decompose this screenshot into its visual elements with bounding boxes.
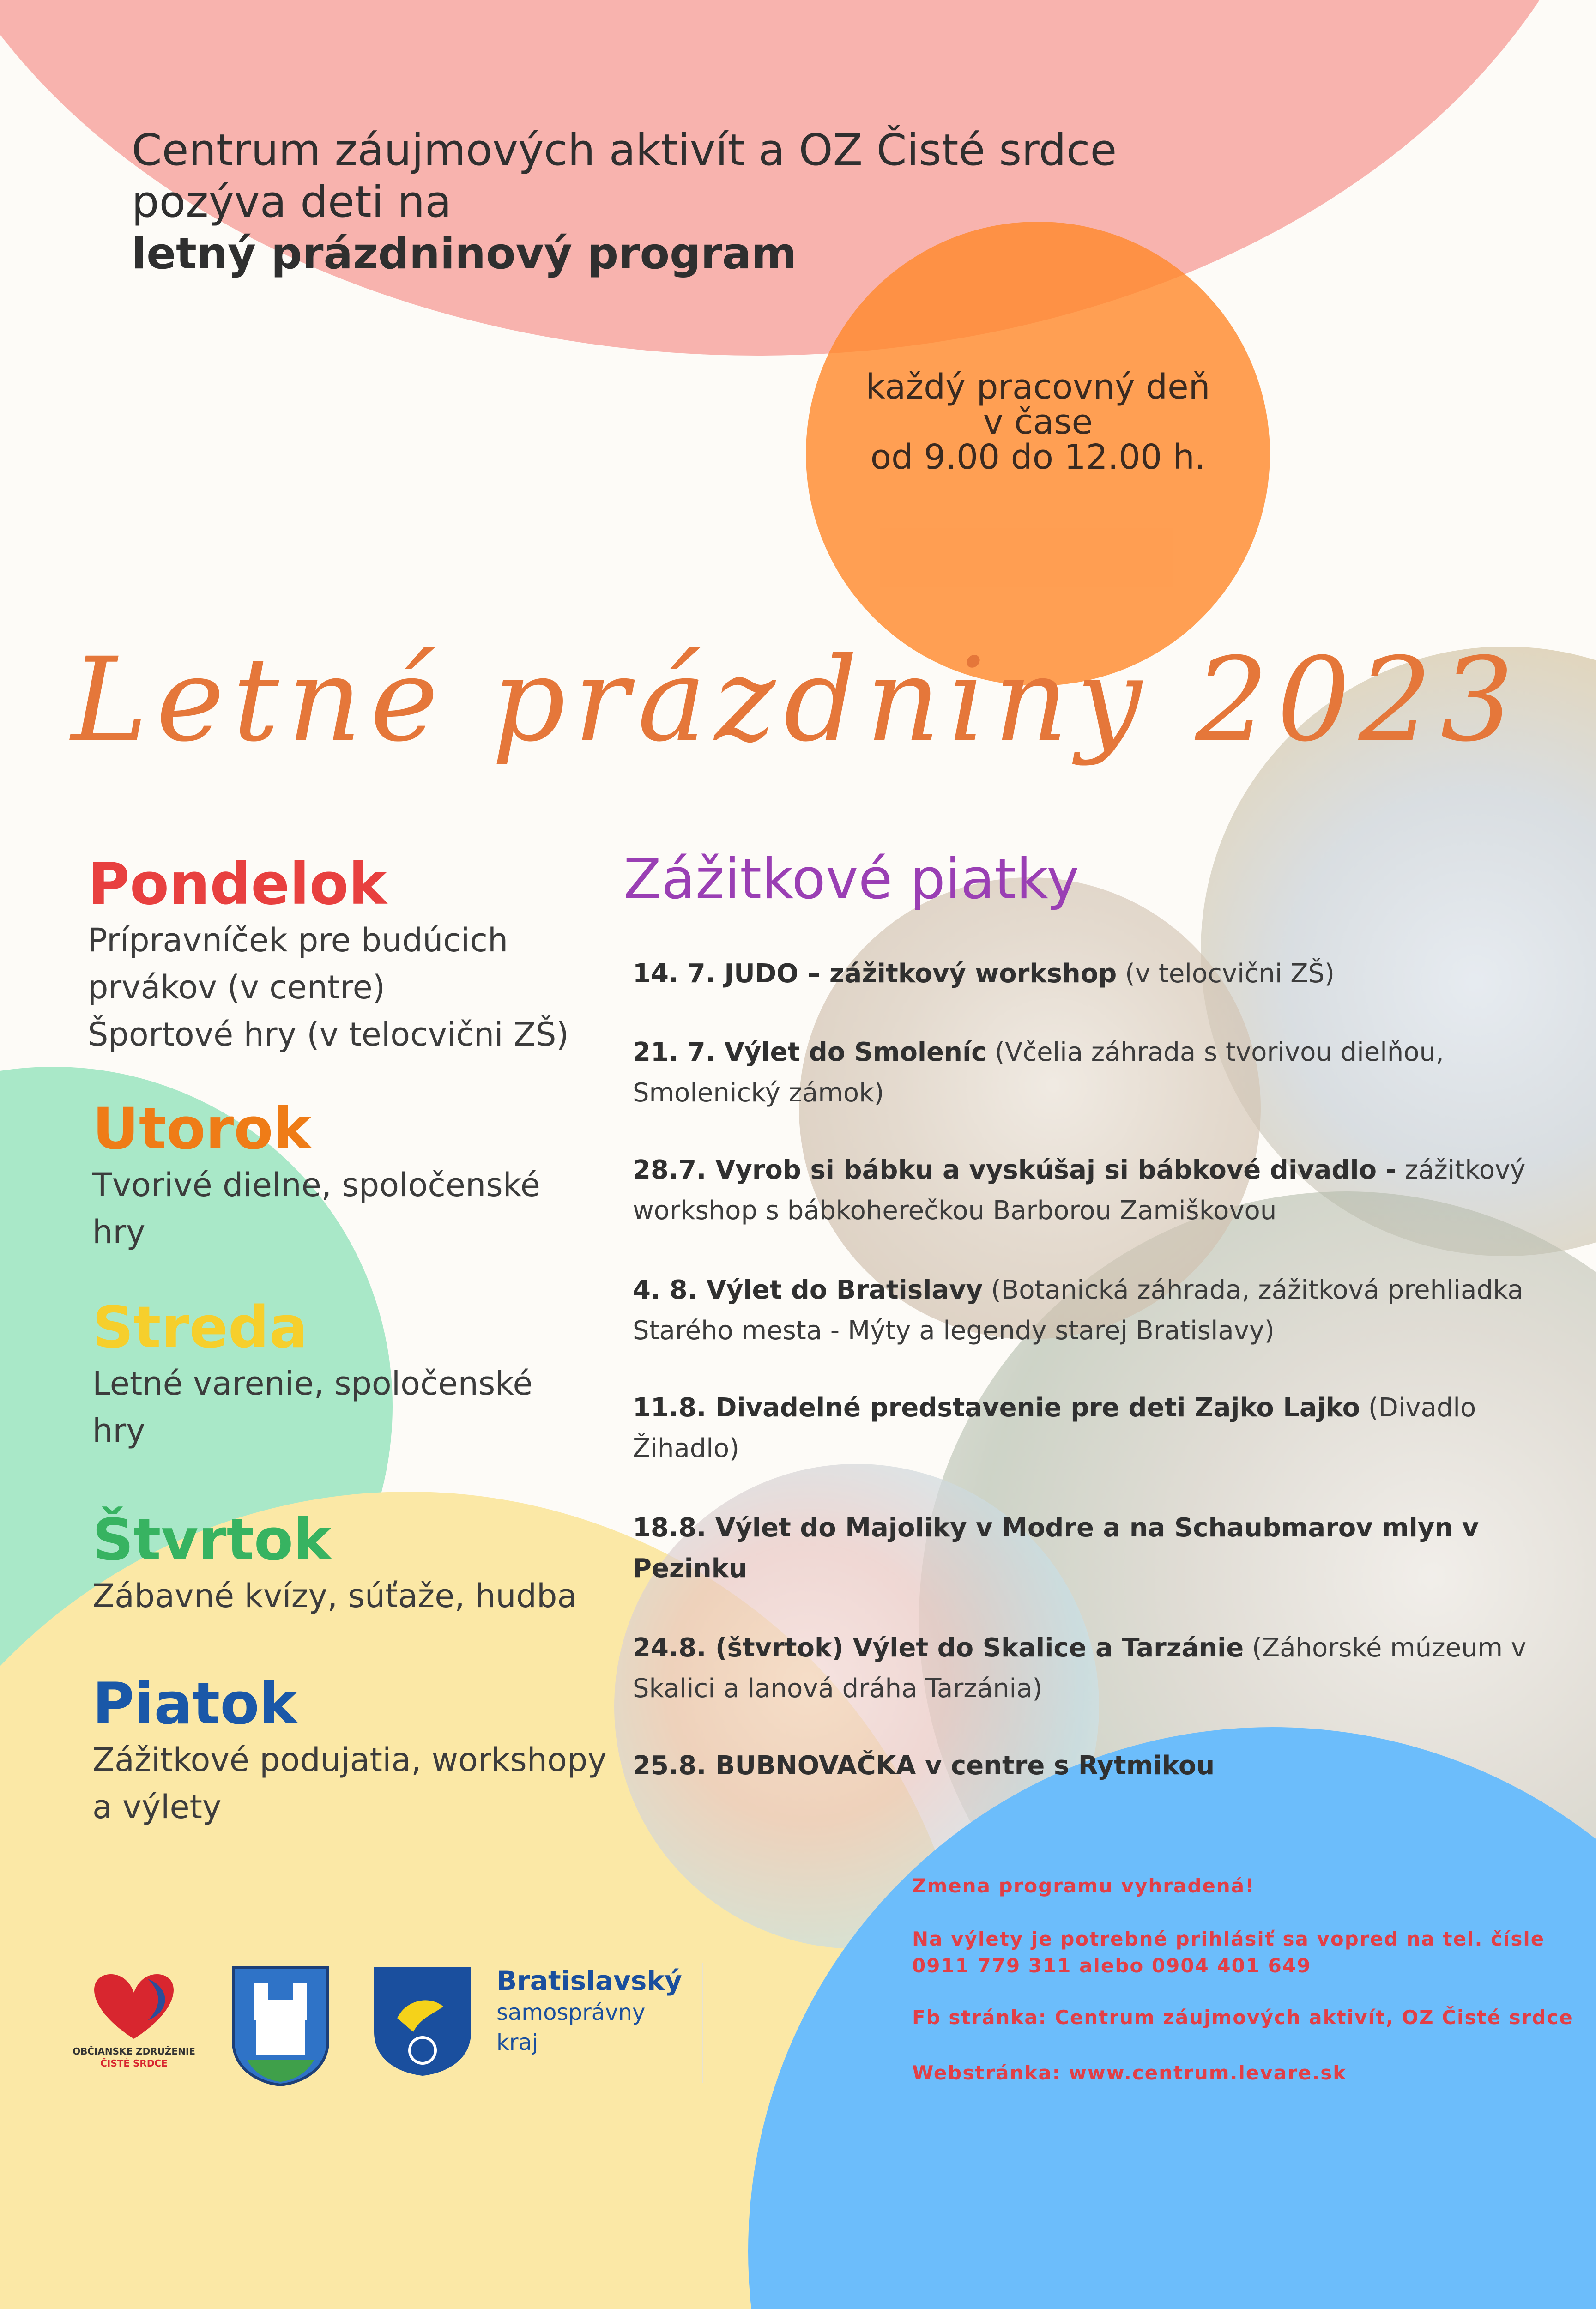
oz-caption-line2: ČISTÉ SRDCE: [100, 2058, 168, 2069]
day-description: hry: [92, 1412, 145, 1450]
event-item: [633, 954, 1556, 994]
event-detail: Žihadlo): [633, 1433, 739, 1463]
oz-caption-line1: OBČIANSKE ZDRUŽENIE: [73, 2046, 195, 2057]
day-description: Prípravníček pre budúcich: [88, 921, 508, 959]
bsk-deer-icon: [369, 1963, 476, 2076]
town-coat-of-arms: [229, 1963, 332, 2087]
page-title: Letné prázdniny 2023: [71, 633, 1523, 767]
fridays-title: Zážitkové piatky: [623, 847, 1080, 912]
bsk-name-line2: samosprávny: [496, 2000, 646, 2025]
event-item: [633, 1388, 1556, 1469]
event-title: 14. 7. JUDO – zážitkový workshop: [633, 959, 1117, 989]
day-heading: Pondelok: [88, 851, 387, 918]
event-title: 24.8. (štvrtok) Výlet do Skalice a Tarzánie: [633, 1633, 1244, 1663]
event-item: [633, 1032, 1556, 1113]
event-item: [633, 1508, 1556, 1589]
bsk-name-line3: kraj: [496, 2030, 538, 2055]
event-title: 21. 7. Výlet do Smoleníc: [633, 1037, 987, 1067]
invitation-line-3: letný prázdninový program: [132, 229, 797, 279]
day-friday: [92, 1672, 670, 1831]
day-heading: Piatok: [92, 1671, 297, 1737]
day-description: Zážitkové podujatia, workshopy: [92, 1741, 607, 1779]
day-monday: [88, 852, 642, 1058]
schedule-line-2: v čase: [983, 402, 1093, 442]
event-detail: (Divadlo: [1360, 1393, 1476, 1423]
event-title: Pezinku: [633, 1553, 747, 1584]
event-title: 28.7. Vyrob si bábku a vyskúšaj si bábkové divadlo -: [633, 1155, 1396, 1185]
day-description: prvákov (v centre): [88, 968, 386, 1006]
phone-numbers: 0911 779 311 alebo 0904 401 649: [912, 1954, 1312, 1977]
facebook-page: Fb stránka: Centrum záujmových aktivít, OZ Čisté srdce: [912, 2006, 1573, 2029]
day-description: Letné varenie, spoločenské: [92, 1365, 533, 1402]
event-title: 4. 8. Výlet do Bratislavy: [633, 1275, 983, 1305]
event-item: [633, 1746, 1556, 1786]
day-heading: Streda: [92, 1294, 308, 1361]
event-detail: Skalici a lanová dráha Tarzánia): [633, 1674, 1043, 1704]
heart-logo-icon: [55, 1960, 212, 2043]
program-change-note: Zmena programu vyhradená!: [912, 1874, 1255, 1897]
event-detail: (Botanická záhrada, zážitková prehliadka: [983, 1275, 1523, 1305]
day-description: Športové hry (v telocvični ZŠ): [88, 1015, 569, 1053]
event-detail: Smolenický zámok): [633, 1078, 884, 1108]
day-description: Tvorivé dielne, spoločenské: [92, 1166, 540, 1204]
invitation-line-2: pozýva deti na: [132, 177, 452, 227]
day-tuesday: [92, 1097, 647, 1256]
event-title: 11.8. Divadelné predstavenie pre deti Zajko Lajko: [633, 1393, 1360, 1423]
day-description: Zábavné kvízy, súťaže, hudba: [92, 1577, 577, 1615]
oz-cista-srdce-logo: [55, 1960, 212, 2069]
signup-note: [912, 1926, 1582, 1979]
schedule-time-text: [806, 369, 1270, 475]
church-emblem-icon: [229, 1963, 332, 2087]
day-thursday: [92, 1508, 670, 1620]
event-item: [633, 1628, 1556, 1709]
schedule-line-1: každý pracovný deň: [865, 367, 1210, 407]
event-item: [633, 1150, 1556, 1231]
event-title: 25.8. BUBNOVAČKA v centre s Rytmikou: [633, 1751, 1215, 1781]
day-description: hry: [92, 1213, 145, 1251]
event-detail: workshop s bábkoherečkou Barborou Zamiškovou: [633, 1196, 1277, 1226]
day-wednesday: [92, 1295, 647, 1454]
schedule-line-3: od 9.00 do 12.00 h.: [870, 437, 1206, 477]
day-heading: Utorok: [92, 1096, 311, 1162]
day-description: a výlety: [92, 1788, 222, 1826]
event-item: [633, 1270, 1556, 1351]
event-detail: (Včelia záhrada s tvorivou dielňou,: [986, 1037, 1444, 1067]
bsk-name-line1: Bratislavský: [496, 1965, 682, 1996]
event-detail: Starého mesta - Mýty a legendy starej Bratislavy): [633, 1316, 1275, 1346]
day-heading: Štvrtok: [92, 1507, 332, 1573]
invitation-line-1: Centrum záujmových aktivít a OZ Čisté srdce: [132, 125, 1117, 175]
signup-line: Na výlety je potrebné prihlásiť sa vopred na tel. čísle: [912, 1928, 1545, 1950]
event-title: 18.8. Výlet do Majoliky v Modre a na Schaubmarov mlyn v: [633, 1513, 1479, 1543]
event-detail: (v telocvični ZŠ): [1117, 959, 1335, 989]
event-detail: zážitkový: [1396, 1155, 1526, 1185]
bsk-logo: [369, 1963, 703, 2083]
website-link: Webstránka: www.centrum.levare.sk: [912, 2061, 1347, 2084]
invitation-text: [132, 125, 1378, 280]
event-detail: (Záhorské múzeum v: [1244, 1633, 1527, 1663]
